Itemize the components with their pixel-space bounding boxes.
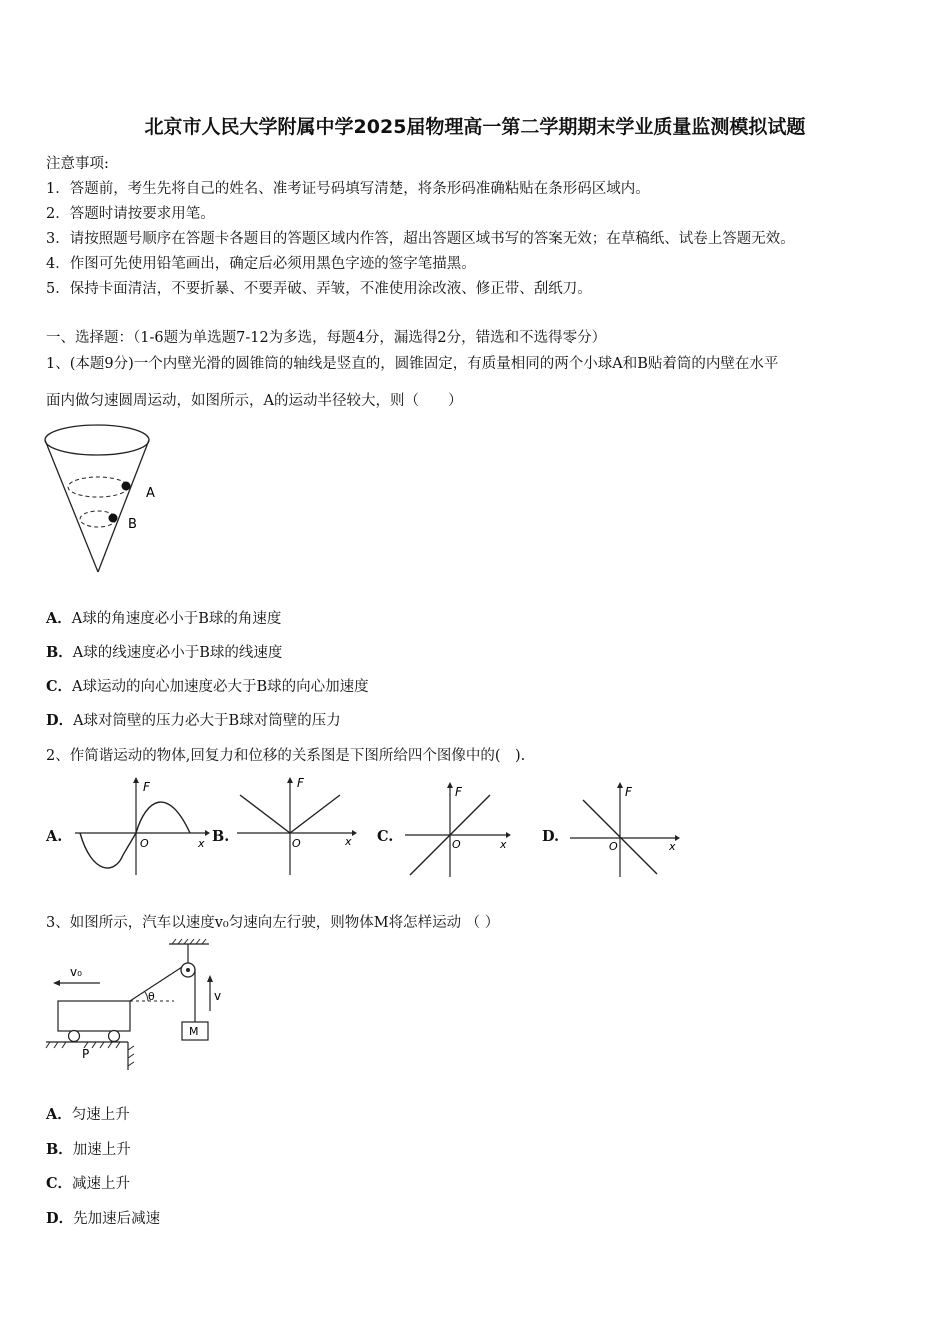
q1-option-a: A．A球的角速度必小于B球的角速度 — [46, 610, 282, 627]
svg-text:O: O — [292, 837, 301, 850]
notice-item: 1．答题前，考生先将自己的姓名、准考证号码填写清楚，将条形码准确粘贴在条形码区域内。 — [46, 181, 650, 197]
svg-text:x: x — [198, 837, 205, 850]
q3-option-c: C．减速上升 — [46, 1175, 131, 1192]
fig-label-a: A — [146, 486, 155, 501]
car — [58, 1001, 130, 1031]
svg-text:O: O — [452, 838, 461, 851]
cone-figure — [44, 420, 174, 580]
svg-text:x: x — [500, 838, 507, 851]
graph-b — [232, 775, 362, 880]
graph-c — [400, 780, 515, 880]
notice-item: 5．保持卡面清洁，不要折暴、不要弄破、弄皱，不准使用涂改液、修正带、刮纸刀。 — [46, 281, 592, 297]
ball-b — [109, 514, 118, 523]
q2-letter-c: C. — [377, 828, 394, 845]
q1-option-b: B．A球的线速度必小于B球的线速度 — [46, 644, 283, 661]
q2-letter-b: B. — [212, 828, 230, 845]
q1-stem-line2: 面内做匀速圆周运动，如图所示，A的运动半径较大，则（ ） — [46, 393, 463, 409]
graph-d — [565, 780, 685, 880]
notice-item: 2．答题时请按要求用笔。 — [46, 206, 215, 222]
graph-a — [70, 775, 210, 880]
page-title: 北京市人民大学附属中学2025届物理高一第二学期期末学业质量监测模拟试题 — [144, 116, 806, 138]
q1-option-c: C．A球运动的向心加速度必大于B球的向心加速度 — [46, 678, 369, 695]
notice-item: 3．请按照题号顺序在答题卡各题目的答题区域内作答，超出答题区域书写的答案无效；在草稿纸、试卷上答题无效。 — [46, 231, 795, 247]
svg-text:O: O — [140, 837, 149, 850]
svg-text:O: O — [609, 840, 618, 853]
q3-stem: 3、如图所示，汽车以速度v₀匀速向左行驶，则物体M将怎样运动 （ ） — [46, 915, 500, 931]
q1-option-d: D．A球对筒壁的压力必大于B球对筒壁的压力 — [46, 712, 341, 729]
fig-label-b: B — [128, 517, 137, 532]
svg-text:F: F — [297, 776, 304, 790]
q3-option-a: A．匀速上升 — [46, 1106, 130, 1123]
notice-heading: 注意事项: — [46, 156, 109, 172]
svg-text:M: M — [189, 1025, 199, 1038]
q1-stem-line1: 1、(本题9分)一个内壁光滑的圆锥筒的轴线是竖直的，圆锥固定，有质量相同的两个小球A和B贴着筒的内壁在水平 — [46, 356, 779, 372]
svg-text:x: x — [345, 835, 352, 848]
q3-option-b: B．加速上升 — [46, 1141, 131, 1158]
svg-text:F: F — [625, 785, 632, 799]
q3-option-d: D．先加速后减速 — [46, 1210, 161, 1227]
ball-a — [122, 482, 131, 491]
svg-text:θ: θ — [148, 990, 155, 1003]
q2-letter-a: A. — [46, 828, 63, 845]
svg-text:F: F — [455, 785, 462, 799]
svg-text:v: v — [214, 989, 222, 1003]
svg-text:F: F — [143, 780, 150, 794]
svg-text:v₀: v₀ — [70, 965, 82, 979]
svg-text:x: x — [669, 840, 676, 853]
q2-stem: 2、作简谐运动的物体,回复力和位移的关系图是下图所给四个图像中的( ). — [46, 748, 526, 764]
notice-item: 4．作图可先使用铅笔画出，确定后必须用黑色字迹的签字笔描黑。 — [46, 256, 476, 272]
q2-letter-d: D. — [542, 828, 560, 845]
svg-text:P: P — [82, 1047, 90, 1061]
car-pulley-figure — [44, 938, 224, 1073]
section-heading: 一、选择题：（1-6题为单选题7-12为多选，每题4分，漏选得2分，错选和不选得零分） — [46, 330, 607, 346]
